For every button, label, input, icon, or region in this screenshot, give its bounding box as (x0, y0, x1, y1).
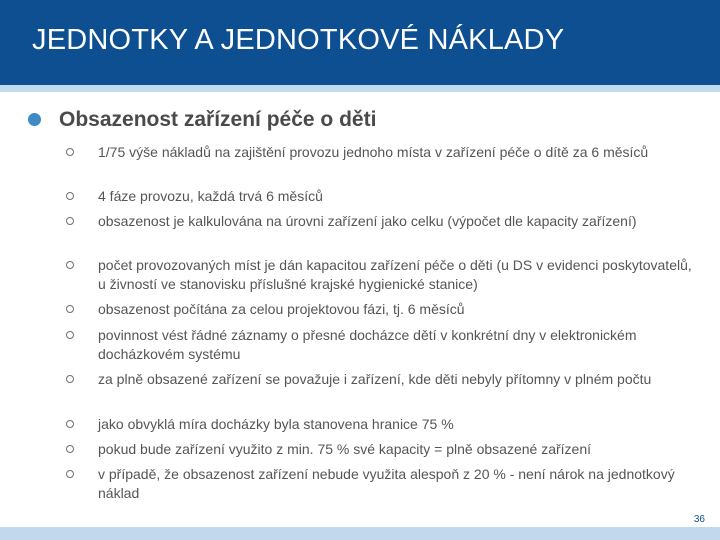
list-item-text: povinnost vést řádné záznamy o přesné docházce dětí v konkrétní dny v elektronickém docházkovém systému (98, 327, 637, 362)
list-item-text: v případě, že obsazenost zařízení nebude využita alespoň z 20 % - není nárok na jednotkový náklad (98, 466, 675, 501)
bullet-circle-icon (66, 305, 74, 313)
list-item-text: počet provozovaných míst je dán kapacitou zařízení péče o děti (u DS v evidenci poskytovatelů, u živností ve stanovisku příslušné krajské hygienické stanice) (98, 257, 692, 292)
slide-title: JEDNOTKY A JEDNOTKOVÉ NÁKLADY (32, 24, 565, 56)
bullet-circle-icon (66, 261, 74, 269)
list-item-text: jako obvyklá míra docházky byla stanovena hranice 75 % (98, 416, 454, 432)
list-item-text: obsazenost počítána za celou projektovou fázi, tj. 6 měsíců (98, 301, 465, 317)
slide-header (0, 0, 720, 85)
list-item-text: obsazenost je kalkulována na úrovni zařízení jako celku (výpočet dle kapacity zařízení) (98, 213, 637, 229)
section-heading: Obsazenost zařízení péče o děti (59, 108, 377, 131)
header-divider (0, 85, 720, 92)
bullet-circle-icon (66, 420, 74, 428)
bullet-dot-icon (28, 113, 41, 126)
page-number: 36 (693, 514, 705, 525)
bullet-circle-icon (66, 331, 74, 339)
footer-bar (0, 527, 720, 540)
list-item-text: 1/75 výše nákladů na zajištění provozu jednoho místa v zařízení péče o dítě za 6 měsíců (98, 144, 649, 160)
list-item-text: za plně obsazené zařízení se považuje i zařízení, kde děti nebyly přítomny v plném počtu (98, 371, 652, 387)
bullet-circle-icon (66, 192, 74, 200)
main-bullet (28, 108, 428, 136)
bullet-circle-icon (66, 217, 74, 225)
list-item-text: pokud bude zařízení využito z min. 75 % své kapacity = plně obsazené zařízení (98, 441, 592, 457)
bullet-circle-icon (66, 470, 74, 478)
bullet-circle-icon (66, 375, 74, 383)
list-item-text: 4 fáze provozu, každá trvá 6 měsíců (98, 188, 323, 204)
bullet-circle-icon (66, 148, 74, 156)
bullet-circle-icon (66, 445, 74, 453)
